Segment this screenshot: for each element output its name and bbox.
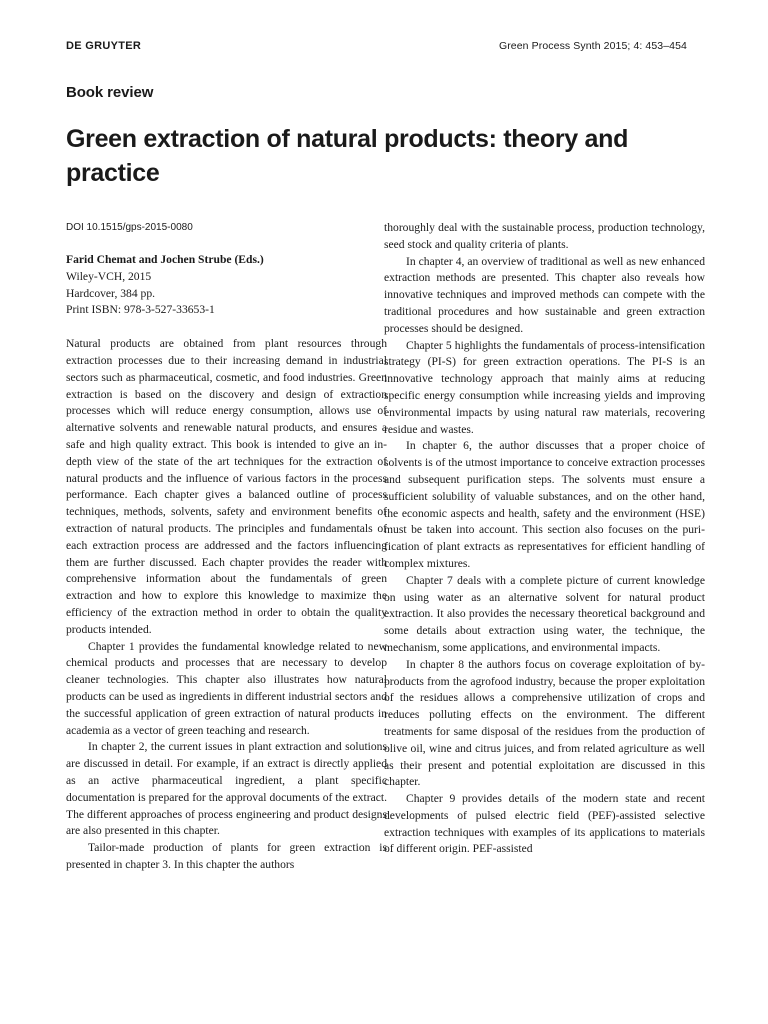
paragraph: Chapter 7 deals with a complete picture of current knowledge on using water as an alternative solvent for natural product extraction. It also provides the necessary theoretical background and some details about extraction using water, the technique, the mechanism, some applications, and environmental impacts. <box>384 573 705 654</box>
book-format: Hardcover, 384 pp. <box>66 286 156 300</box>
paragraph: thoroughly deal with the sustainable process, production technology, seed stock and quality criteria of plants. <box>384 221 705 251</box>
journal-citation: Green Process Synth 2015; 4: 453–454 <box>498 40 687 52</box>
paragraph: In chapter 4, an overview of traditional as well as new enhanced extraction methods are presented. This chapter also reveals how innovative techniques and improved methods can compete with the traditional procedures and how sustainable and green extraction processes should be designed. <box>384 254 705 335</box>
book-editors: Farid Chemat and Jochen Strube (Eds.) <box>66 253 264 266</box>
article-title: Green extraction of natural products: theory and practice <box>66 125 629 187</box>
book-isbn: Print ISBN: 978-3-527-33653-1 <box>66 303 215 317</box>
paragraph: Chapter 1 provides the fundamental knowledge related to new chemical products and processes that are necessary to develop cleaner technologies. This chapter also illustrates how natural products can be used as ingredients in different industrial sectors and the successful application of green extraction of natural products in academia as a vector of green teaching and research. <box>66 639 387 737</box>
doi-link[interactable]: DOI 10.1515/gps-2015-0080 <box>66 222 193 233</box>
paragraph: Natural products are obtained from plant resources through extraction processes due to their increasing demand in industrial sectors such as pharmaceutical, cosmetic, and food industries. Green extraction is based on the discovery and design of extraction processes which will reduce energy consumption, allows use of alternative solvents and renewable natural products, and ensures a safe and high quality extract. This book is intended to give an in-depth view of the state of the art techniques for the extraction of natural products and the influence of various factors in the process performance. Each chapter gives a balanced outline of process techniques, methods, solvents, safety and environment benefits of extraction of natural products. The principles and fundamentals of each extraction process are addressed and the factors influencing them are further discussed. Each chapter provides the reader with comprehensive information about the fundamentals of green extraction and how to explore this knowledge to maximize the efficiency of the extraction method in order to obtain the quality products intended. <box>66 337 387 636</box>
publisher-name: DE GRUYTER <box>66 40 142 52</box>
book-publisher: Wiley-VCH, 2015 <box>66 269 152 283</box>
paragraph: In chapter 2, the current issues in plant extraction and solutions are discussed in detail. For example, if an extract is directly applied as an active pharmaceutical ingredient, a plant specific documentation is prepared for the approval documents of the extract. The different approaches of process engineering and product designs are also presented in this chapter. <box>66 740 387 838</box>
left-column <box>66 220 387 874</box>
left-body-text <box>66 336 387 874</box>
paragraph: Chapter 5 highlights the fundamentals of process-intensification strategy (PI-S) for green extraction operations. The PI-S is an innovative technology approach that mainly aims at reducing specific energy consumption while increasing yields and improving environmental impacts by using natural raw materials, recovering residue and wastes. <box>384 338 705 436</box>
right-body-text <box>384 220 705 858</box>
paragraph: In chapter 8 the authors focus on coverage exploitation of by-products from the agrofood industry, because the proper exploitation of the residues allows a comprehensive utilization of crops and reduces polluting effects on the environment. The different treatments for same disposal of the residues from the production of olive oil, wine and citrus juices, and from related agriculture as well as their present and potential exploitation are discussed in this chapter. <box>384 657 705 789</box>
paragraph: In chapter 6, the author discusses that a proper choice of solvents is of the utmost importance to conceive extraction processes and subsequent purification steps. The solvents must ensure a sufficient solubility of valuable substances, and on the other hand, the economic aspects and health, safety and the environment (HSE) must be taken into account. This section also focuses on the purification of plant extracts as representatives for efficient handling of complex mixtures. <box>384 439 705 570</box>
paragraph: Tailor-made production of plants for green extraction is presented in chapter 3. In this chapter the authors <box>66 841 387 871</box>
book-details <box>66 252 387 319</box>
right-column <box>384 220 705 858</box>
section-label: Book review <box>66 84 154 101</box>
paragraph: Chapter 9 provides details of the modern state and recent developments of pulsed electric field (PEF)-assisted selective extraction techniques with examples of its applications to materials of different origin. PEF-assisted <box>384 792 705 856</box>
running-header <box>66 40 687 56</box>
